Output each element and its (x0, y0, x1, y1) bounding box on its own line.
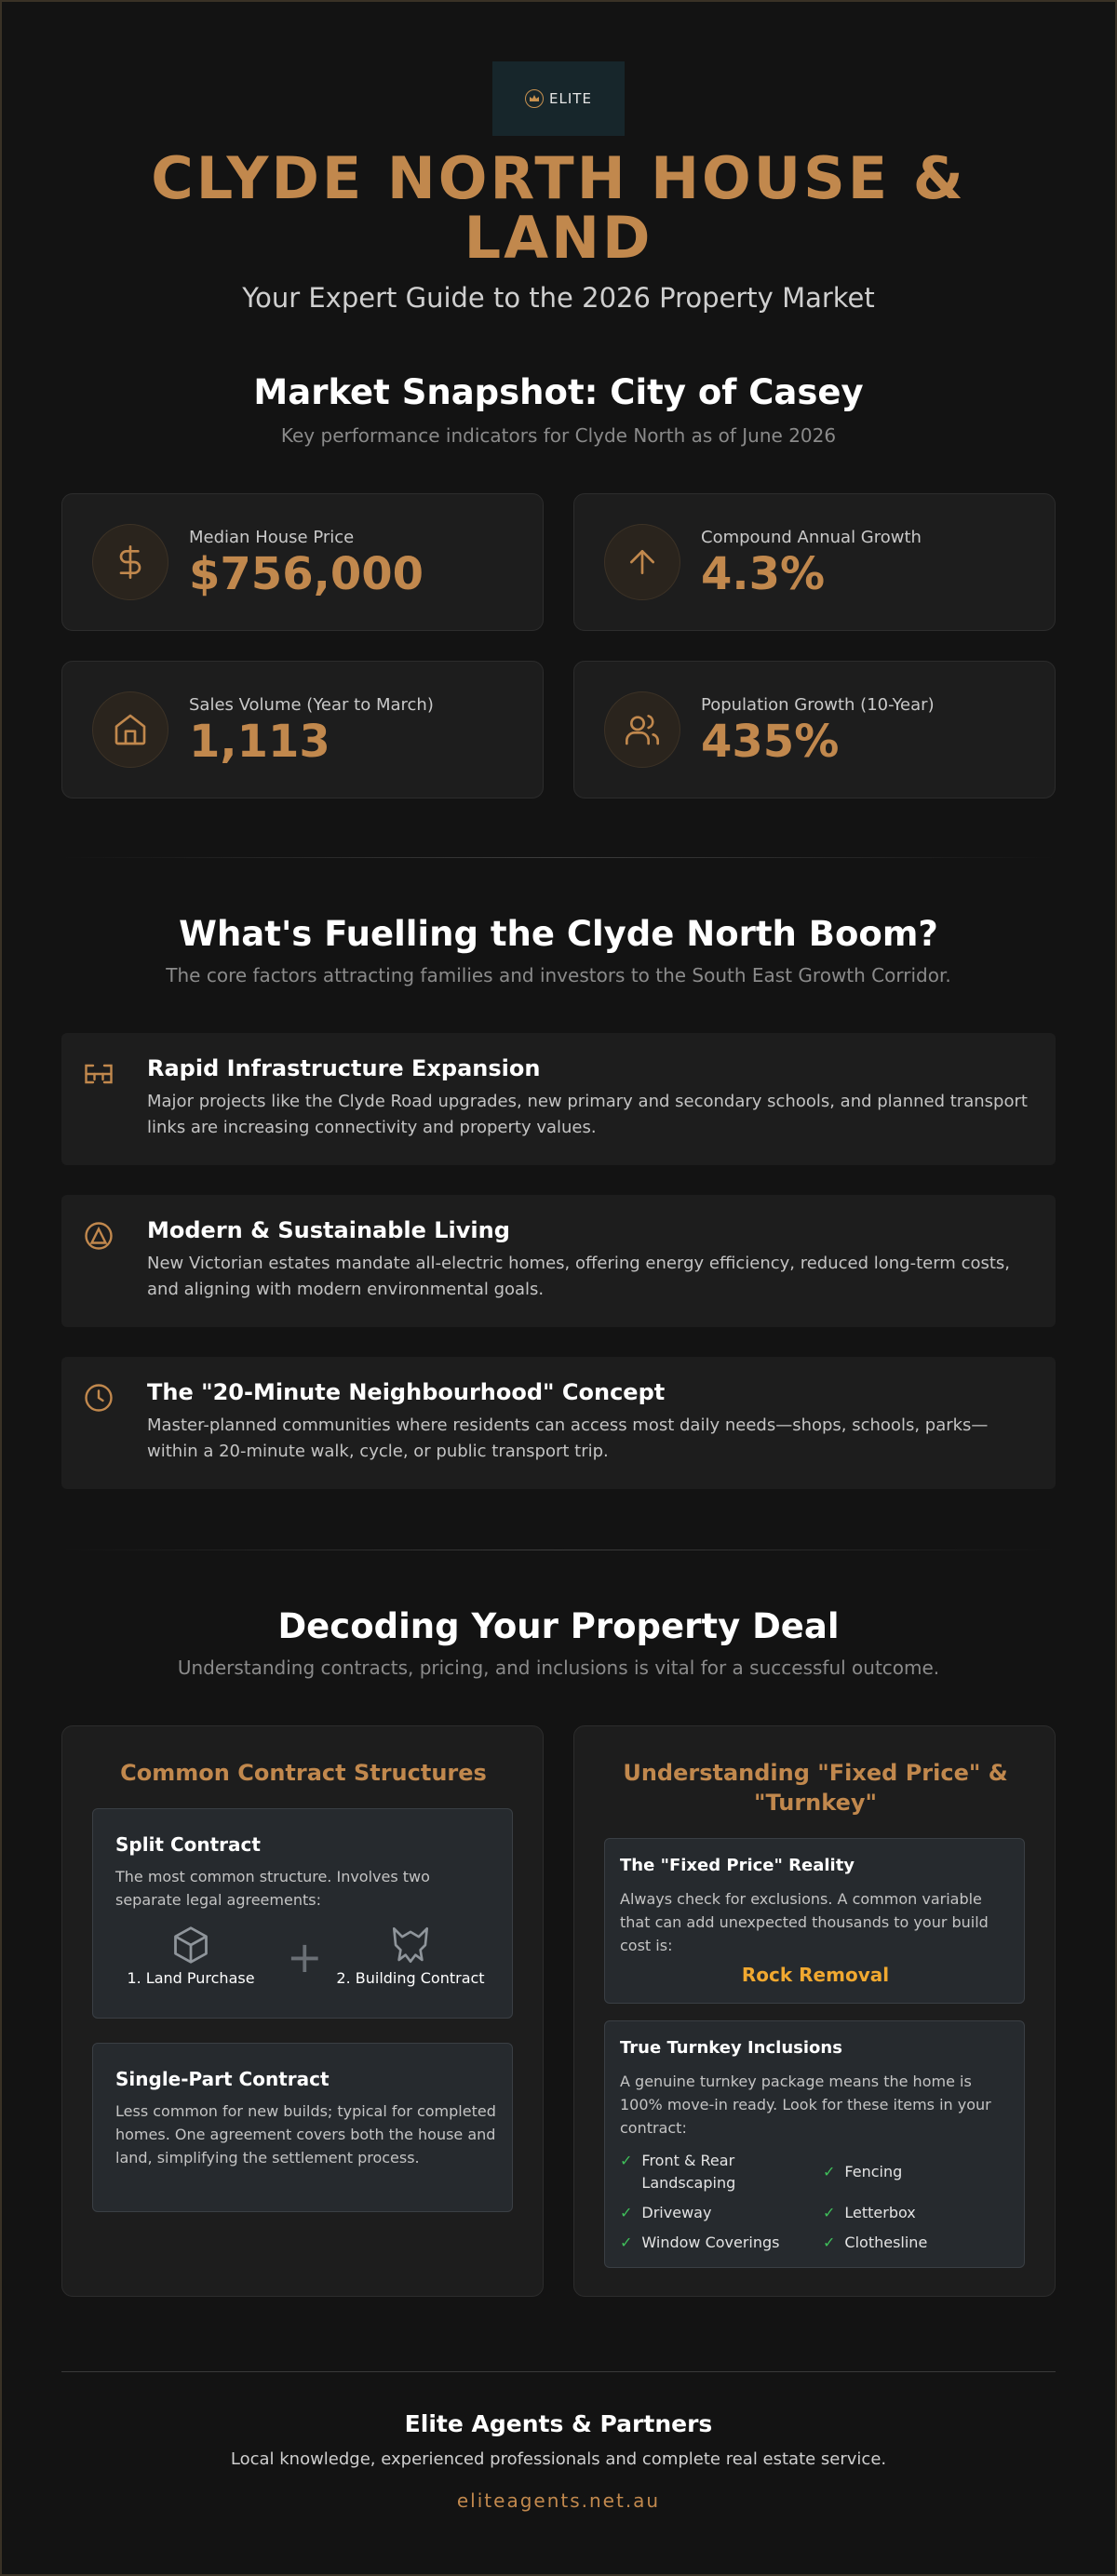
factor-title: Modern & Sustainable Living (147, 1217, 510, 1243)
single-contract-card (92, 2043, 513, 2212)
check-icon: ✓ (620, 2204, 633, 2221)
turnkey-desc: A genuine turnkey package means the home is 100% move-in ready. Look for these items in your contract: (620, 2073, 991, 2137)
land-purchase-item (121, 1925, 261, 1987)
deal-subtitle: Understanding contracts, pricing, and inclusions is vital for a successful outcome. (177, 1657, 940, 1679)
stat-label: Sales Volume (Year to March) (189, 695, 434, 715)
land-purchase-label: 1. Land Purchase (127, 1969, 255, 1987)
crown-icon (525, 89, 544, 108)
building-icon (322, 1925, 499, 1969)
panel-title: Understanding "Fixed Price" & "Turnkey" (623, 1760, 1008, 1816)
stat-label: Population Growth (10-Year) (701, 695, 935, 715)
turnkey-card (604, 2020, 1025, 2268)
factor-card-sustainable (61, 1195, 1056, 1327)
factor-desc: Master-planned communities where residents can access most daily needs—shops, schools, parks—within a 20-minute walk, cycle, or public transport trip. (147, 1415, 989, 1461)
factor-title: Rapid Infrastructure Expansion (147, 1055, 541, 1081)
page-title: CLYDE NORTH HOUSE & LAND (151, 144, 966, 272)
stat-label: Median House Price (189, 528, 355, 547)
building-contract-label: 2. Building Contract (336, 1969, 485, 1987)
footer-title: Elite Agents & Partners (404, 2410, 713, 2437)
check-icon: ✓ (620, 2234, 633, 2251)
panel-title: Common Contract Structures (120, 1760, 487, 1786)
page-subtitle: Your Expert Guide to the 2026 Property Market (242, 282, 875, 314)
leaf-icon (82, 1219, 115, 1253)
snapshot-subtitle: Key performance indicators for Clyde North as of June 2026 (280, 424, 837, 447)
check-icon: ✓ (823, 2163, 836, 2180)
stat-value: $756,000 (189, 548, 424, 600)
fixed-price-desc: Always check for exclusions. A common variable that can add unexpected thousands to your build cost is: (620, 1890, 989, 1954)
fixed-price-title: The "Fixed Price" Reality (620, 1856, 855, 1875)
inclusion-item: ✓ Driveway (620, 2202, 806, 2224)
users-icon (604, 691, 680, 768)
stat-value: 4.3% (701, 548, 826, 600)
stat-card-annual-growth (573, 493, 1056, 631)
factor-card-infrastructure (61, 1033, 1056, 1165)
stat-card-median-price (61, 493, 544, 631)
inclusion-item: ✓ Letterbox (823, 2202, 1009, 2224)
turnkey-title: True Turnkey Inclusions (620, 2038, 842, 2058)
building-contract-item (322, 1925, 499, 1987)
inclusion-item: ✓ Window Coverings (620, 2232, 815, 2254)
check-icon: ✓ (823, 2204, 836, 2221)
factor-title: The "20-Minute Neighbourhood" Concept (147, 1379, 666, 1405)
brand-logo-text: ELITE (549, 90, 592, 107)
plus-sign: + (287, 1932, 323, 1982)
inclusion-item: ✓ Clothesline (823, 2232, 1009, 2254)
stat-card-sales-volume (61, 661, 544, 798)
stat-value: 1,113 (189, 716, 330, 768)
dollar-icon (92, 524, 168, 600)
fixed-price-panel (573, 1725, 1056, 2297)
single-contract-title: Single-Part Contract (115, 2068, 330, 2090)
factor-card-neighbourhood (61, 1357, 1056, 1489)
split-contract-card (92, 1808, 513, 2019)
infrastructure-icon (82, 1057, 115, 1091)
footer-subtitle: Local knowledge, experienced professionals and complete real estate service. (230, 2449, 887, 2469)
website-link[interactable]: eliteagents.net.au (456, 2489, 661, 2512)
stat-value: 435% (701, 716, 840, 768)
clock-icon (82, 1381, 115, 1415)
factor-desc: New Victorian estates mandate all-electric homes, offering energy efficiency, reduced long-term costs, and aligning with modern environmental goals. (147, 1254, 1011, 1299)
snapshot-title: Market Snapshot: City of Casey (253, 372, 864, 412)
stat-label: Compound Annual Growth (701, 528, 922, 547)
brand-logo[interactable] (492, 61, 625, 136)
split-contract-desc: The most common structure. Involves two separate legal agreements: (115, 1868, 430, 1909)
inclusion-item: ✓ Front & Rear Landscaping (620, 2150, 806, 2194)
rock-removal-highlight: Rock Removal (741, 1964, 890, 1986)
factors-subtitle: The core factors attracting families and investors to the South East Growth Corridor. (166, 964, 951, 986)
stat-card-population-growth (573, 661, 1056, 798)
home-icon (92, 691, 168, 768)
factors-title: What's Fuelling the Clyde North Boom? (179, 914, 938, 954)
section-divider (61, 857, 1056, 858)
fixed-price-card (604, 1838, 1025, 2004)
cube-icon (121, 1925, 261, 1969)
contract-structures-panel (61, 1725, 544, 2297)
split-contract-title: Split Contract (115, 1833, 261, 1856)
arrow-up-icon (604, 524, 680, 600)
check-icon: ✓ (620, 2152, 633, 2169)
factor-desc: Major projects like the Clyde Road upgrades, new primary and secondary schools, and planned transport links are increasing connectivity and property values. (147, 1092, 1028, 1137)
single-contract-desc: Less common for new builds; typical for completed homes. One agreement covers both the house and land, simplifying the settlement process. (115, 2102, 496, 2167)
check-icon: ✓ (823, 2234, 836, 2251)
deal-title: Decoding Your Property Deal (277, 1606, 840, 1646)
inclusion-item: ✓ Fencing (823, 2161, 1009, 2183)
footer-divider (61, 2371, 1056, 2372)
